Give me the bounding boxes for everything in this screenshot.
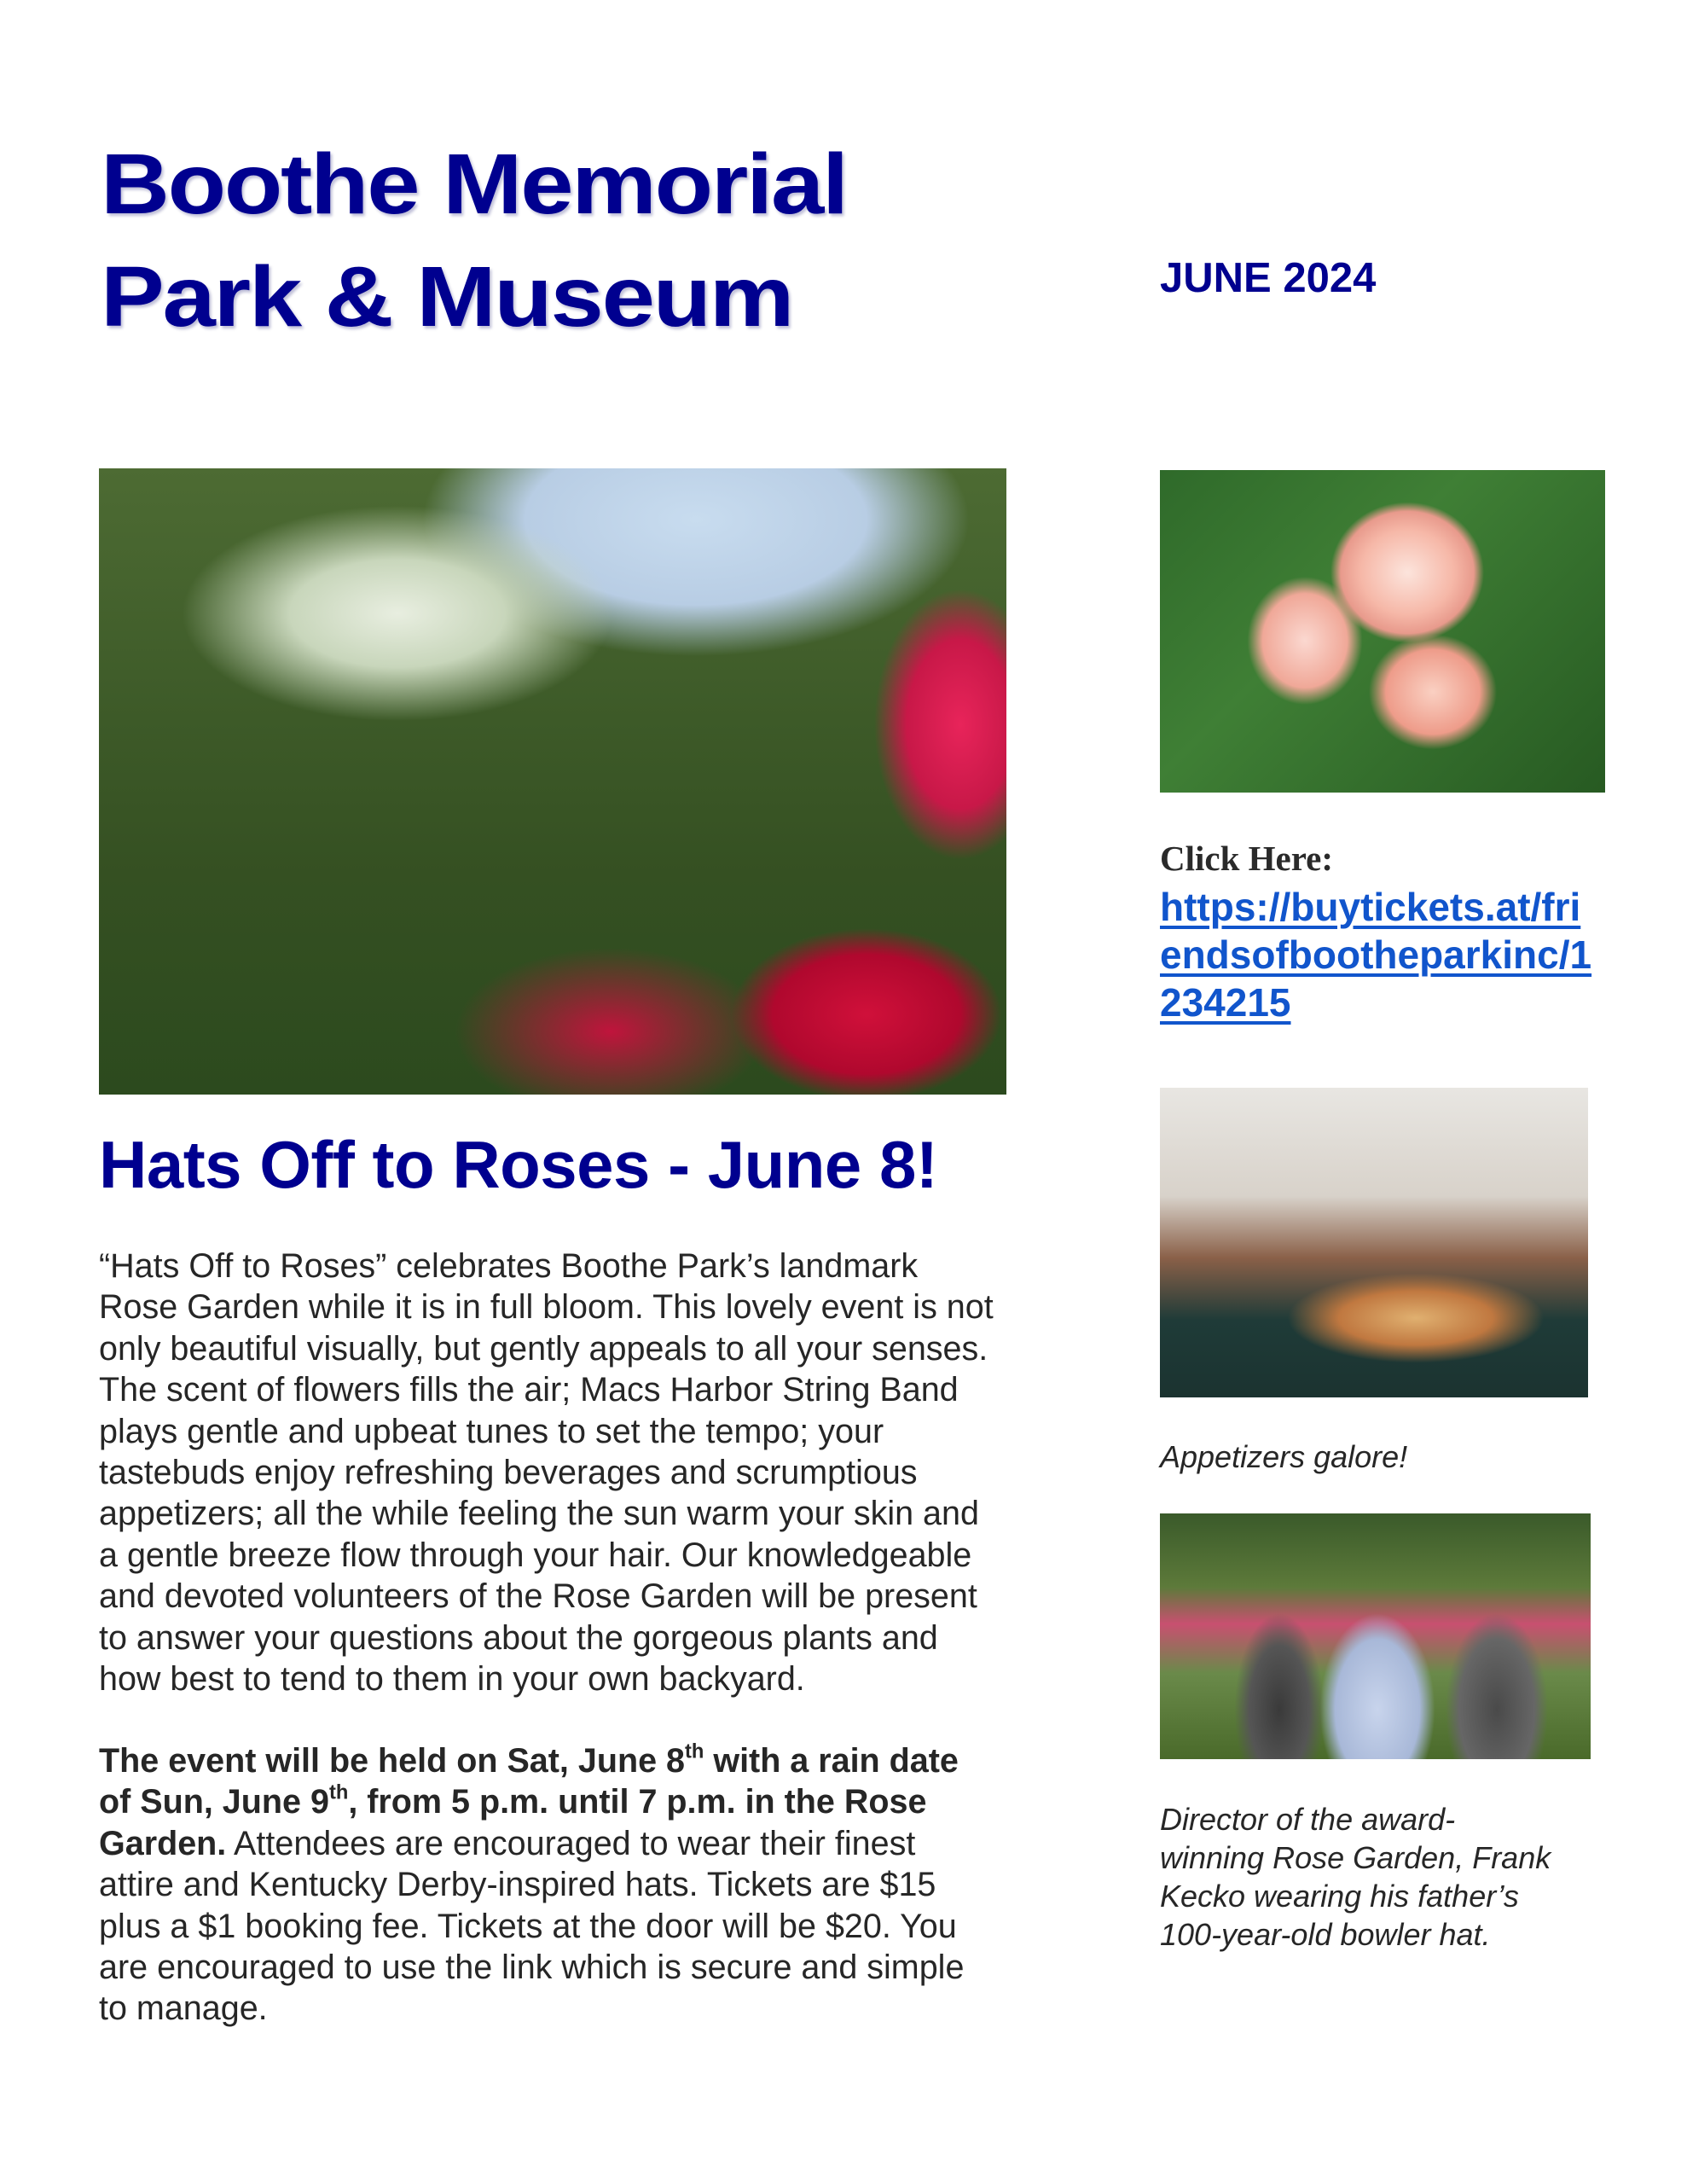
title-line: Park & Museum [101,249,793,345]
issue-date: JUNE 2024 [1160,255,1377,301]
event-date-text: The event will be held on Sat, June 8 [99,1742,686,1780]
bowler-hat-photo [1160,1513,1591,1759]
caption-line: Director of the award- [1160,1802,1456,1837]
paragraph-line: are encouraged to use the link which is secure and simple [99,1949,965,1987]
paragraph-line: “Hats Off to Roses” celebrates Boothe Park’s landmark [99,1247,919,1285]
paragraph-line: to manage. [99,1989,268,2028]
hat-caption [1160,1800,1551,1954]
paragraph-line: appetizers; all the while feeling the sun warm your skin and [99,1495,979,1533]
ordinal-suffix: th [328,1781,349,1804]
ordinal-suffix: th [685,1740,704,1763]
paragraph-line [99,1823,964,1864]
caption-line: Kecko wearing his father’s [1160,1879,1519,1914]
paragraph-line: attire and Kentucky Derby-inspired hats. Tickets are $15 [99,1866,936,1904]
link-line[interactable]: https://buytickets.at/fri [1160,885,1581,929]
paragraph-line: how best to tend to them in your own backyard. [99,1660,805,1699]
article-paragraph-2 [99,1740,964,2030]
click-here-label: Click Here: [1160,839,1334,878]
ticket-link[interactable] [1160,883,1591,1026]
paragraph-line: plus a $1 booking fee. Tickets at the door will be $20. You [99,1907,957,1945]
paragraph-line: and devoted volunteers of the Rose Garden will be present [99,1577,977,1616]
appetizer-caption [1160,1438,1407,1476]
title-line: Boothe Memorial [101,136,847,232]
caption-line: Appetizers galore! [1160,1439,1408,1474]
link-line[interactable]: endsofbootheparkinc/1 [1160,932,1592,977]
event-time-text: , from 5 p.m. until 7 p.m. in the Rose [348,1783,927,1821]
paragraph-line [99,1781,964,1822]
paragraph-line: Rose Garden while it is in full bloom. This lovely event is not [99,1288,994,1327]
article-paragraph-1 [99,1246,994,1699]
link-line[interactable]: 234215 [1160,980,1291,1025]
paragraph-line: a gentle breeze flow through your hair. Our knowledgeable [99,1536,972,1574]
paragraph-text: Attendees are encouraged to wear their finest [226,1824,916,1862]
caption-line: winning Rose Garden, Frank [1160,1840,1551,1875]
paragraph-line: tastebuds enjoy refreshing beverages and scrumptious [99,1454,918,1492]
pink-rose-photo [1160,470,1605,793]
rain-date-text: of Sun, June 9 [99,1783,329,1821]
paragraph-line: plays gentle and upbeat tunes to set the tempo; your [99,1412,884,1450]
paragraph-line [99,1740,964,1781]
event-date-text: with a rain date [704,1742,959,1780]
appetizers-photo [1160,1088,1588,1397]
paragraph-line: The scent of flowers fills the air; Macs Harbor String Band [99,1371,959,1409]
event-location-text: Garden. [99,1824,227,1862]
rose-garden-photo [99,468,1006,1095]
caption-line: 100-year-old bowler hat. [1160,1917,1491,1952]
paragraph-line: only beautiful visually, but gently appeals to all your senses. [99,1329,988,1368]
newsletter-title [101,128,847,353]
paragraph-line: to answer your questions about the gorgeous plants and [99,1618,938,1657]
article-heading: Hats Off to Roses - June 8! [99,1127,938,1202]
